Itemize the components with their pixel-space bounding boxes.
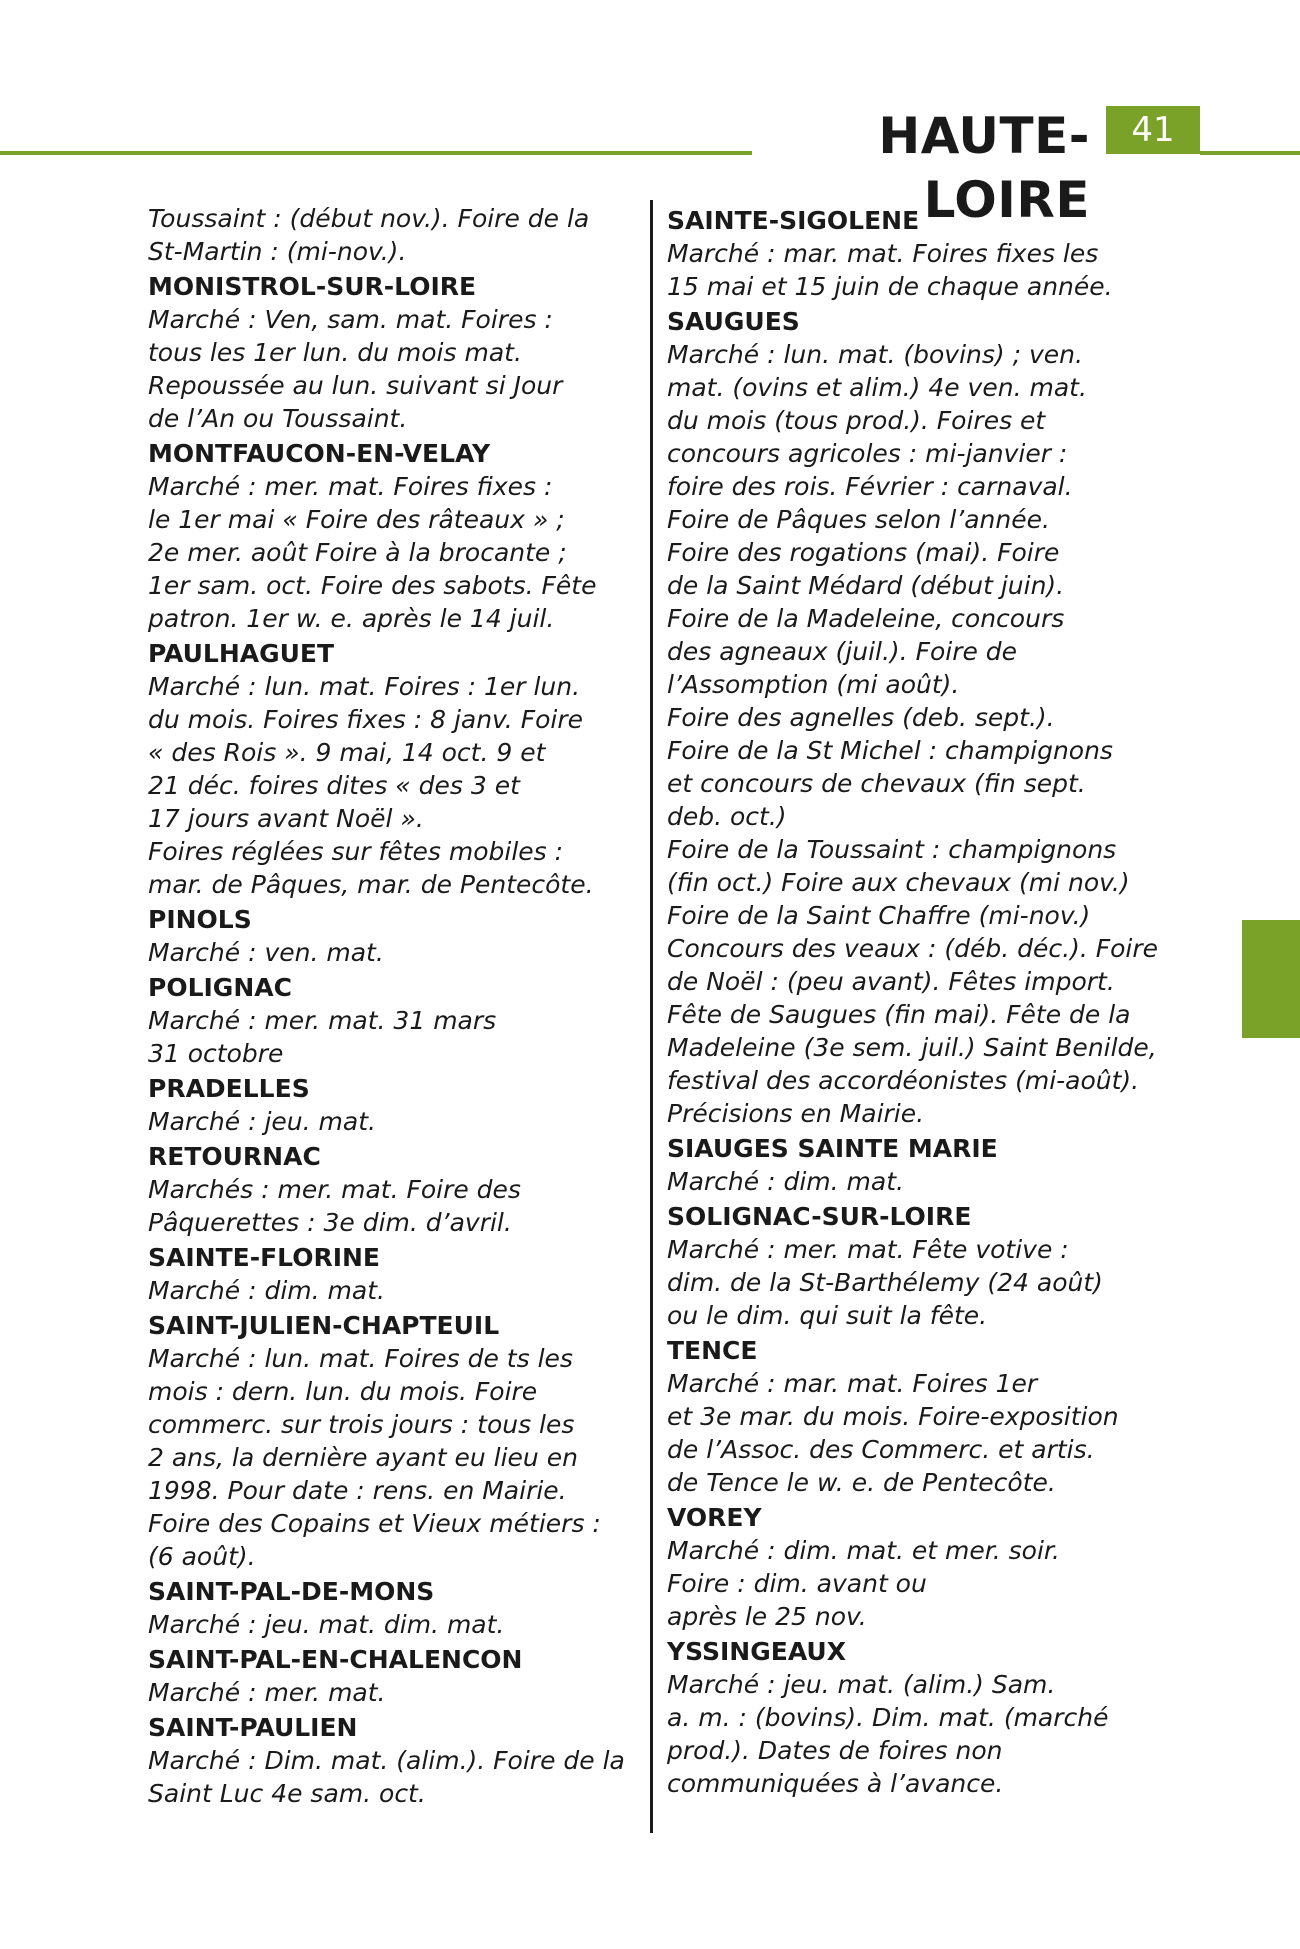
detail-line: Marché : mar. mat. Foires fixes les xyxy=(667,239,1099,268)
detail-line: Foire de la Madeleine, concours xyxy=(667,604,1065,633)
detail-line: de Tence le w. e. de Pentecôte. xyxy=(667,1468,1056,1497)
town-name: RETOURNAC xyxy=(148,1142,321,1171)
market-details xyxy=(148,1173,638,1239)
detail-line: Foire des rogations (mai). Foire xyxy=(667,538,1060,567)
detail-line: Marché : mer. mat. 31 mars xyxy=(148,1006,497,1035)
detail-line: foire des rois. Février : carnaval. xyxy=(667,472,1073,501)
detail-line: commerc. sur trois jours : tous les xyxy=(148,1410,575,1439)
town-entry xyxy=(667,204,1167,303)
town-name: SAINT-PAL-EN-CHALENCON xyxy=(148,1645,523,1674)
detail-line: Madeleine (3e sem. juil.) Saint Benilde, xyxy=(667,1033,1157,1062)
town-name: SAINT-PAL-DE-MONS xyxy=(148,1577,435,1606)
header-rule-right xyxy=(1200,151,1300,155)
market-details xyxy=(667,1534,1167,1633)
detail-line: tous les 1er lun. du mois mat. xyxy=(148,338,522,367)
market-details xyxy=(148,1105,638,1138)
detail-line: Toussaint : (début nov.). Foire de la xyxy=(148,204,590,233)
detail-line: ou le dim. qui suit la fête. xyxy=(667,1301,988,1330)
town-name: SAUGUES xyxy=(667,307,800,336)
town-name: POLIGNAC xyxy=(148,973,292,1002)
market-details xyxy=(667,1668,1167,1800)
detail-line: Marché : lun. mat. Foires de ts les xyxy=(148,1344,573,1373)
town-name: YSSINGEAUX xyxy=(667,1637,846,1666)
detail-line: 15 mai et 15 juin de chaque année. xyxy=(667,272,1113,301)
detail-line: Marché : jeu. mat. dim. mat. xyxy=(148,1610,505,1639)
section-side-tab xyxy=(1242,920,1300,1038)
detail-line: après le 25 nov. xyxy=(667,1602,867,1631)
town-name: SAINTE-SIGOLENE xyxy=(667,206,920,235)
town-name: VOREY xyxy=(667,1503,762,1532)
market-details xyxy=(667,1165,1167,1198)
market-details xyxy=(148,1274,638,1307)
town-entry xyxy=(148,903,638,969)
detail-line: de l’An ou Toussaint. xyxy=(148,404,408,433)
town-entry xyxy=(148,1072,638,1138)
detail-line: deb. oct.) xyxy=(667,802,787,831)
header-rule-left xyxy=(0,151,752,155)
page-title: HAUTE-LOIRE xyxy=(878,107,1090,229)
detail-line: Marché : ven. mat. xyxy=(148,938,384,967)
detail-line: Marché : mer. mat. Fête votive : xyxy=(667,1235,1069,1264)
detail-line: 21 déc. foires dites « des 3 et xyxy=(148,771,520,800)
detail-line: 2 ans, la dernière ayant eu lieu en xyxy=(148,1443,578,1472)
detail-line: a. m. : (bovins). Dim. mat. (marché xyxy=(667,1703,1109,1732)
left-column xyxy=(148,202,638,1810)
town-name: SAINT-PAULIEN xyxy=(148,1713,358,1742)
town-entry xyxy=(148,202,638,268)
detail-line: festival des accordéonistes (mi-août). xyxy=(667,1066,1140,1095)
town-entry xyxy=(148,1643,638,1709)
town-entry xyxy=(148,1241,638,1307)
town-entry xyxy=(148,437,638,635)
town-entry xyxy=(148,1575,638,1641)
detail-line: de la Saint Médard (début juin). xyxy=(667,571,1065,600)
detail-line: 31 octobre xyxy=(148,1039,284,1068)
detail-line: mois : dern. lun. du mois. Foire xyxy=(148,1377,538,1406)
town-entry xyxy=(667,1501,1167,1633)
town-entry xyxy=(148,1309,638,1573)
detail-line: l’Assomption (mi août). xyxy=(667,670,960,699)
market-details xyxy=(148,1004,638,1070)
detail-line: mat. (ovins et alim.) 4e ven. mat. xyxy=(667,373,1087,402)
right-column xyxy=(667,202,1167,1800)
detail-line: 1er sam. oct. Foire des sabots. Fête xyxy=(148,571,597,600)
detail-line: 1998. Pour date : rens. en Mairie. xyxy=(148,1476,567,1505)
detail-line: Foire de la Toussaint : champignons xyxy=(667,835,1117,864)
town-name: MONISTROL-SUR-LOIRE xyxy=(148,272,477,301)
market-details xyxy=(148,1342,638,1573)
detail-line: Saint Luc 4e sam. oct. xyxy=(148,1779,426,1808)
detail-line: Repoussée au lun. suivant si Jour xyxy=(148,371,563,400)
detail-line: Marché : mer. mat. Foires fixes : xyxy=(148,472,553,501)
detail-line: « des Rois ». 9 mai, 14 oct. 9 et xyxy=(148,738,546,767)
market-details xyxy=(667,1233,1167,1332)
detail-line: le 1er mai « Foire des râteaux » ; xyxy=(148,505,565,534)
town-entry xyxy=(667,1200,1167,1332)
detail-line: Marché : dim. mat. xyxy=(667,1167,904,1196)
market-details xyxy=(148,670,638,901)
town-entry xyxy=(667,1334,1167,1499)
market-details xyxy=(667,237,1167,303)
market-details xyxy=(148,936,638,969)
detail-line: des agneaux (juil.). Foire de xyxy=(667,637,1018,666)
detail-line: du mois (tous prod.). Foires et xyxy=(667,406,1046,435)
detail-line: (6 août). xyxy=(148,1542,256,1571)
detail-line: de Noël : (peu avant). Fêtes import. xyxy=(667,967,1115,996)
detail-line: Foire de Pâques selon l’année. xyxy=(667,505,1050,534)
detail-line: de l’Assoc. des Commerc. et artis. xyxy=(667,1435,1095,1464)
detail-line: Marché : dim. mat. xyxy=(148,1276,385,1305)
town-name: SIAUGES SAINTE MARIE xyxy=(667,1134,998,1163)
town-name: SOLIGNAC-SUR-LOIRE xyxy=(667,1202,972,1231)
detail-line: et concours de chevaux (fin sept. xyxy=(667,769,1086,798)
town-entry xyxy=(667,305,1167,1130)
market-details xyxy=(667,338,1167,1130)
town-name: MONTFAUCON-EN-VELAY xyxy=(148,439,491,468)
page-number: 41 xyxy=(1106,106,1200,154)
town-name: SAINT-JULIEN-CHAPTEUIL xyxy=(148,1311,500,1340)
detail-line: Marché : dim. mat. et mer. soir. xyxy=(667,1536,1060,1565)
detail-line: Marché : mar. mat. Foires 1er xyxy=(667,1369,1038,1398)
town-entry xyxy=(148,270,638,435)
town-name: PRADELLES xyxy=(148,1074,310,1103)
detail-line: Pâquerettes : 3e dim. d’avril. xyxy=(148,1208,512,1237)
detail-line: Foire des Copains et Vieux métiers : xyxy=(148,1509,601,1538)
town-entry xyxy=(667,1132,1167,1198)
market-details xyxy=(148,1676,638,1709)
market-details xyxy=(148,303,638,435)
town-entry xyxy=(667,1635,1167,1800)
town-name: PAULHAGUET xyxy=(148,639,335,668)
town-entry xyxy=(148,971,638,1070)
detail-line: Foire de la St Michel : champignons xyxy=(667,736,1113,765)
town-name: PINOLS xyxy=(148,905,252,934)
detail-line: Marché : jeu. mat. (alim.) Sam. xyxy=(667,1670,1056,1699)
detail-line: Marchés : mer. mat. Foire des xyxy=(148,1175,521,1204)
detail-line: Marché : mer. mat. xyxy=(148,1678,386,1707)
detail-line: dim. de la St-Barthélemy (24 août) xyxy=(667,1268,1103,1297)
detail-line: Précisions en Mairie. xyxy=(667,1099,925,1128)
detail-line: Fête de Saugues (fin mai). Fête de la xyxy=(667,1000,1131,1029)
detail-line: Foires réglées sur fêtes mobiles : xyxy=(148,837,564,866)
detail-line: (fin oct.) Foire aux chevaux (mi nov.) xyxy=(667,868,1130,897)
market-details xyxy=(148,1608,638,1641)
detail-line: Marché : lun. mat. Foires : 1er lun. xyxy=(148,672,581,701)
market-details xyxy=(148,202,638,268)
detail-line: Marché : lun. mat. (bovins) ; ven. xyxy=(667,340,1083,369)
detail-line: St-Martin : (mi-nov.). xyxy=(148,237,407,266)
detail-line: concours agricoles : mi-janvier : xyxy=(667,439,1068,468)
detail-line: patron. 1er w. e. après le 14 juil. xyxy=(148,604,555,633)
market-details xyxy=(148,470,638,635)
town-entry xyxy=(148,637,638,901)
detail-line: communiquées à l’avance. xyxy=(667,1769,1004,1798)
detail-line: Foire : dim. avant ou xyxy=(667,1569,927,1598)
detail-line: Marché : Dim. mat. (alim.). Foire de la xyxy=(148,1746,625,1775)
detail-line: Concours des veaux : (déb. déc.). Foire xyxy=(667,934,1159,963)
detail-line: Marché : Ven, sam. mat. Foires : xyxy=(148,305,553,334)
town-name: TENCE xyxy=(667,1336,758,1365)
town-entry xyxy=(148,1711,638,1810)
detail-line: et 3e mar. du mois. Foire-exposition xyxy=(667,1402,1119,1431)
town-name: SAINTE-FLORINE xyxy=(148,1243,381,1272)
column-divider xyxy=(650,200,653,1833)
detail-line: Foire des agnelles (deb. sept.). xyxy=(667,703,1055,732)
detail-line: du mois. Foires fixes : 8 janv. Foire xyxy=(148,705,583,734)
detail-line: prod.). Dates de foires non xyxy=(667,1736,1003,1765)
market-details xyxy=(148,1744,638,1810)
detail-line: mar. de Pâques, mar. de Pentecôte. xyxy=(148,870,594,899)
detail-line: Marché : jeu. mat. xyxy=(148,1107,376,1136)
market-details xyxy=(667,1367,1167,1499)
town-entry xyxy=(148,1140,638,1239)
detail-line: Foire de la Saint Chaffre (mi-nov.) xyxy=(667,901,1091,930)
detail-line: 2e mer. août Foire à la brocante ; xyxy=(148,538,567,567)
detail-line: 17 jours avant Noël ». xyxy=(148,804,424,833)
